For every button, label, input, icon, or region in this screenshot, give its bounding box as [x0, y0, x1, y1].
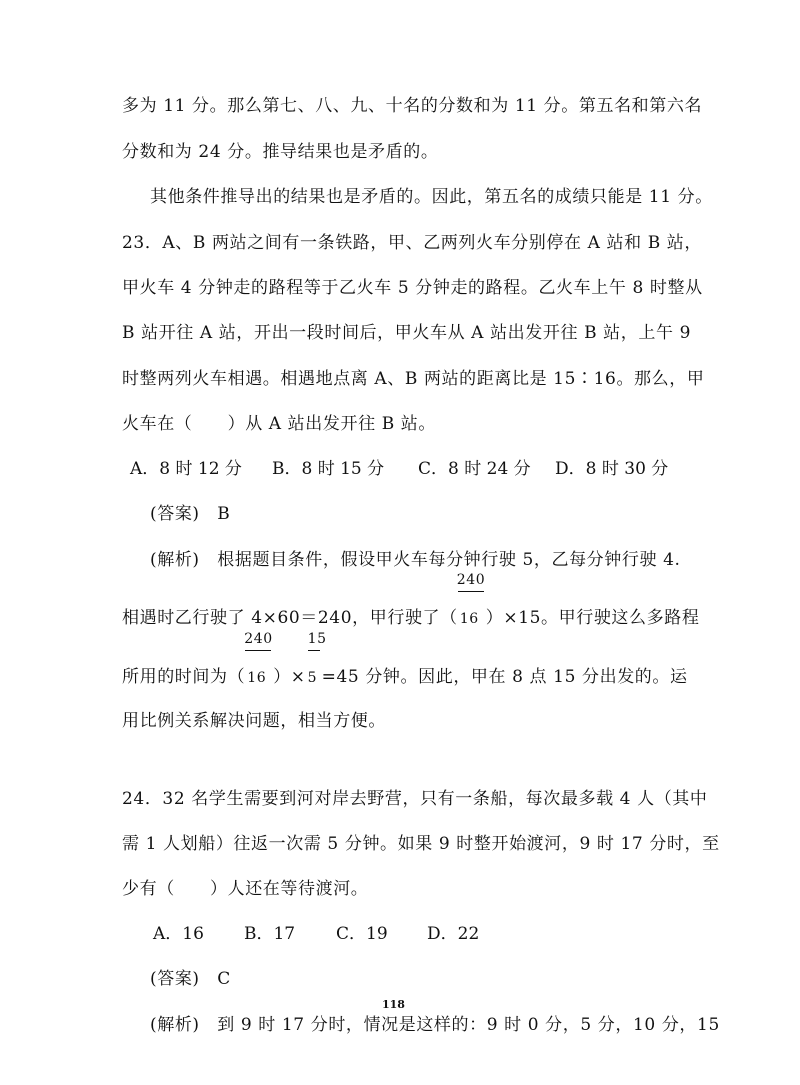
- question-text: 甲火车 4 分钟走的路程等于乙火车 5 分钟走的路程。乙火车上午 8 时整从: [122, 278, 703, 298]
- analysis-text: =45 分钟。因此，甲在 8 点 15 分出发的。运: [321, 667, 688, 687]
- question-text: 24．32 名学生需要到河对岸去野营，只有一条船，每次最多载 4 人（其中: [122, 789, 708, 809]
- text-line: 多为 11 分。那么第七、八、九、十名的分数和为 11 分。第五名和第六名: [122, 96, 703, 116]
- options-row: [130, 454, 690, 478]
- text-line: 其他条件推导出的结果也是矛盾的。因此，第五名的成绩只能是 11 分。: [150, 187, 713, 207]
- fraction-numerator: 15: [307, 631, 327, 647]
- option-b: B．8 时 15 分: [272, 459, 385, 479]
- question-text: 需 1 人划船）往返一次需 5 分钟。如果 9 时整开始渡河，9 时 17 分时，至: [122, 834, 720, 854]
- fraction-bar: [245, 650, 271, 651]
- option-a: A．8 时 12 分: [130, 459, 242, 479]
- analysis-line: 用比例关系解决问题，相当方便。: [122, 711, 386, 731]
- analysis-line: (解析) 根据题目条件，假设甲火车每分钟行驶 5，乙每分钟行驶 4.: [150, 550, 681, 570]
- analysis-line: [122, 572, 700, 628]
- analysis-text: 相遇时乙行驶了 4×60＝240，甲行驶了（: [122, 608, 458, 628]
- question-text: 少有（ ）人还在等待渡河。: [122, 879, 369, 899]
- option-b: B．17: [244, 924, 296, 944]
- answer-line: (答案) B: [150, 504, 231, 524]
- answer-line: (答案) C: [150, 969, 231, 989]
- analysis-text: ）×15。甲行驶这么多路程: [485, 608, 700, 628]
- question-text: 火车在（ ）从 A 站出发开往 B 站。: [122, 414, 436, 434]
- page-number: 118: [382, 998, 405, 1011]
- option-a: A．16: [153, 924, 204, 944]
- fraction-bar: [308, 650, 320, 651]
- analysis-text: ）×: [273, 667, 306, 687]
- fraction-numerator: 240: [244, 631, 273, 647]
- option-d: D．22: [427, 924, 480, 944]
- fraction-denominator: 16: [459, 611, 479, 627]
- fraction: [307, 631, 327, 687]
- analysis-line: (解析) 到 9 时 17 分时，情况是这样的：9 时 0 分，5 分，10 分，15: [150, 1015, 720, 1035]
- option-c: C．19: [336, 924, 388, 944]
- fraction-denominator: 16: [247, 670, 267, 686]
- question-text: 时整两列火车相遇。相遇地点离 A、B 两站的距离比是 15∶16。那么，甲: [122, 369, 705, 389]
- fraction-numerator: 240: [456, 572, 486, 588]
- fraction-bar: [458, 591, 484, 592]
- fraction: [244, 631, 273, 687]
- question-text: B 站开往 A 站，开出一段时间后，甲火车从 A 站出发开往 B 站，上午 9: [122, 323, 691, 343]
- analysis-line: [122, 631, 688, 687]
- fraction: [456, 572, 486, 628]
- option-c: C．8 时 24 分: [418, 459, 531, 479]
- analysis-text: 所用的时间为（: [122, 667, 246, 687]
- option-d: D．8 时 30 分: [555, 459, 669, 479]
- text-line: 分数和为 24 分。推导结果也是矛盾的。: [122, 142, 439, 162]
- options-row: [153, 919, 493, 943]
- fraction-denominator: 5: [307, 670, 318, 686]
- question-text: 23．A、B 两站之间有一条铁路，甲、乙两列火车分别停在 A 站和 B 站，: [122, 233, 702, 253]
